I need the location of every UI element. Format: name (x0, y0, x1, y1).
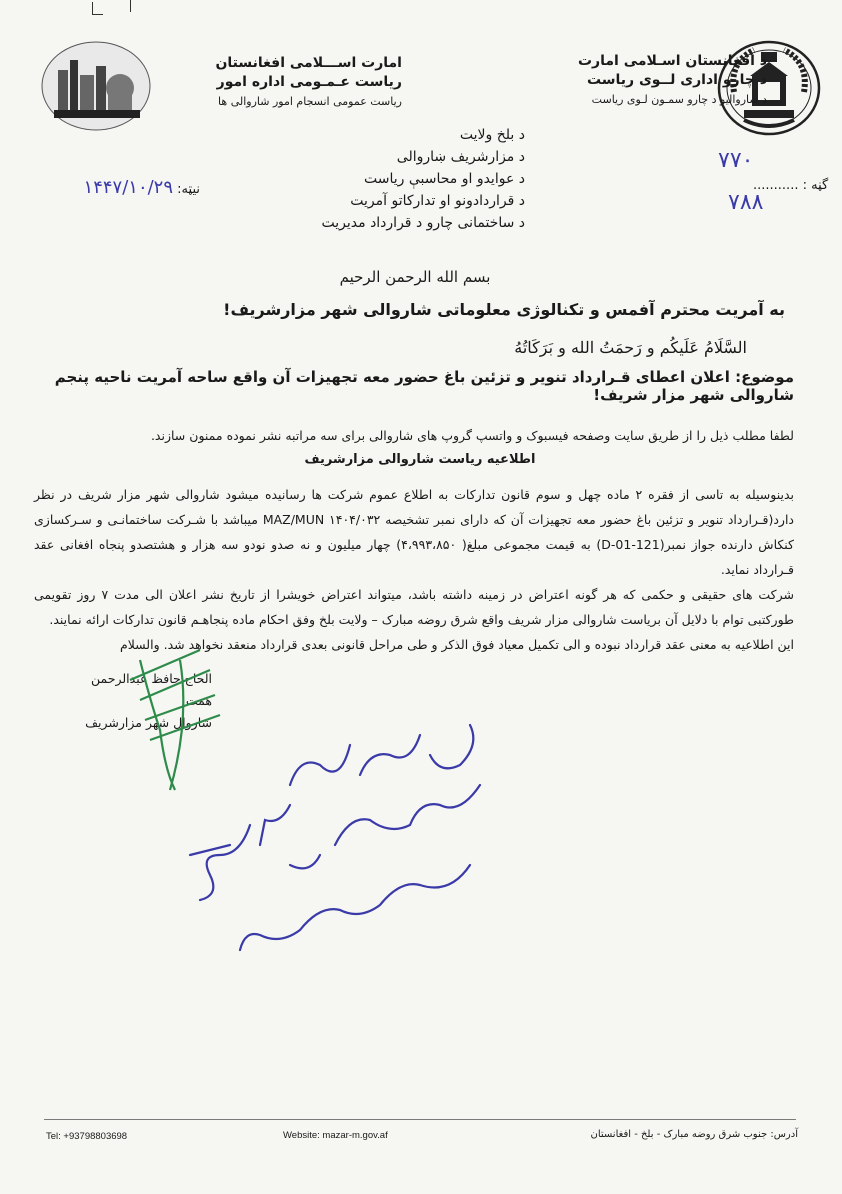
handwritten-annotation (170, 705, 500, 965)
header-left-line2: ریاست عـمـومی اداره امور (216, 74, 402, 90)
notice-title: اطلاعیه ریاست شاروالی مزارشریف (304, 452, 536, 467)
recipient-line: د قراردادونو او تدارکاتو آمریت (350, 193, 525, 209)
header-left (172, 54, 402, 111)
header-left-line1: امارت اســـلامی افغانستان (215, 55, 402, 71)
body-paragraph: شرکت های حقیقی و حکمی که هر گونه اعتراض در زمینه داشته باشد، میتواند اعتراض خویشرا از تاریخ نشر اعلان الی مدت ۷ روز تقویمی طورکتبی توام با دلایل آن بریاست شاروالی مزار شریف واقع شرق روضه مبارک – ولایت بلخ وفق احکام ماده پنجاهـم قانون تدارکات ارائه نمایند. (34, 587, 794, 627)
subject-line: موضوع: اعلان اعطای قـرارداد تنویر و تزئین باغ حضور معه تجهیزات آن واقع ساحه آمریت ناحیه پنجم شاروالی شهر مزار شریف! (54, 368, 794, 404)
footer-phone: Tel: +93798803698 (46, 1131, 128, 1142)
header-right-line2: د چارو اداری لــوی ریاست (586, 72, 767, 88)
salam-greeting: السَّلَامُ عَلَيكُم و رَحمَتُ الله و بَرَكَاتُهُ (514, 338, 747, 357)
recipient-line: د ساختمانی چارو د قرارداد مدیریت (321, 215, 525, 231)
recipient-line: د مزارشریف ښاروالی (396, 149, 525, 165)
header-left-line3: ریاست عمومی انسجام امور شاروالی ها (218, 95, 402, 108)
footer-divider (44, 1119, 796, 1120)
date-label: نیټه: (177, 182, 200, 197)
recipient-line: د بلخ ولایت (459, 127, 525, 143)
date-block (50, 177, 200, 198)
corner-mark (120, 0, 131, 12)
corner-mark (92, 2, 103, 15)
body-paragraph: این اطلاعیه به معنی عقد قرارداد نبوده و الی تکمیل معیاد فوق الذکر و طی مراحل قانونی بعدی قرارداد منعقد نخواهد شد. والسلام (119, 637, 794, 652)
municipality-logo (40, 40, 152, 132)
doc-number-handwritten-bottom: ۷۸۸ (728, 190, 764, 215)
footer-address: آدرس: جنوب شرق روضه مبارک - بلخ - افغانستان (590, 1129, 798, 1140)
date-value: ۱۴۴۷/۱۰/۲۹ (83, 177, 174, 198)
request-line: لطفا مطلب ذیل را از طریق سایت وصفحه فیسبوک و واتسپ گروپ های شاروالی برای سه مراتبه نشر نموده ممنون سازند. (150, 428, 794, 443)
footer-website[interactable]: Website: mazar-m.gov.af (283, 1130, 388, 1141)
header-right (467, 52, 767, 109)
header-right-line3: د ښاروالیو د چارو سمـون لـوی ریاست (591, 93, 767, 106)
bismillah: بسم الله الرحمن الرحیم (339, 268, 491, 286)
doc-number-handwritten-top: ۷۷۰ (718, 148, 754, 173)
signatory-name: الحاج حافظ عبدالرحمن همت (91, 671, 212, 708)
header-right-line1: د افغانستان اسـلامی امارت (577, 53, 767, 69)
recipient-block (300, 124, 525, 234)
signatory-title: شاروال شهر مزارشریف (85, 715, 212, 730)
recipient-line: د عوایدو او محاسبې ریاست (364, 171, 525, 187)
address-line: به آمریت محترم آفمس و تکنالوژی معلوماتی شاروالی شهر مزارشریف! (223, 300, 785, 319)
notice-body (34, 482, 794, 657)
doc-number-label: گڼه : ........... (753, 178, 829, 193)
body-paragraph: بدینوسیله به تاسی از فقره ۲ ماده چهل و سوم قانون تدارکات به اطلاع عموم شرکت ها رسانیده میشود شاروالی شهر مزار شریف در نظر دارد(قـرارداد تنویر و تزئین باغ حضور معه تجهیزات آن که دارای نمبر تشخیصه MAZ/MUN ۱۴۰۴/۰۳۲ میباشد با شـرکت ساختمانـی و سـرکسازی کنکاش دارنده جواز نمبر(D-01-121) به قیمت مجموعی مبلغ( ۴،۹۹۳،۸۵۰) چهار میلیون و نه صدو نودو سه هزار و هشتصدو پنجاه افغانی عقد قـرارداد نماید. (34, 487, 795, 577)
